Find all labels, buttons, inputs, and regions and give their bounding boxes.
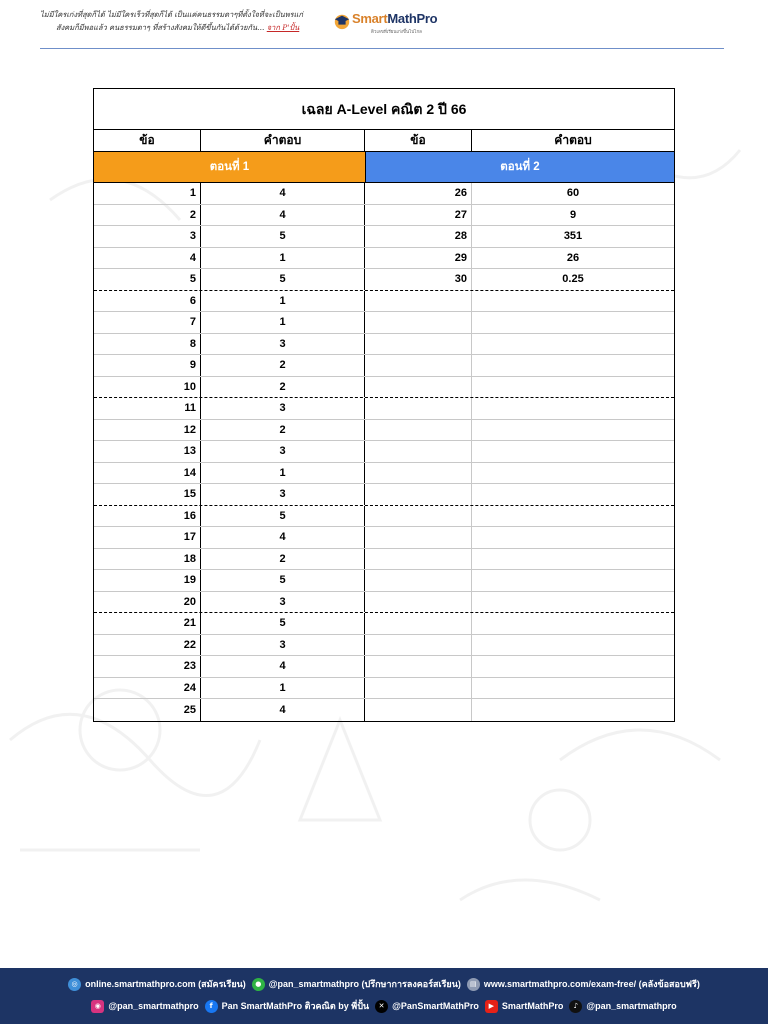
logo-tagline: ติวเลขที่เรียนเก่งขึ้นไปไกล	[371, 30, 422, 35]
footer-exam-free[interactable]: ▤ www.smartmathpro.com/exam-free/ (คลังข้อสอบฟรี)	[467, 977, 700, 991]
table-row	[94, 420, 674, 442]
question-number-cell	[365, 656, 472, 677]
question-number-cell: 28	[365, 226, 472, 247]
table-row	[94, 549, 674, 571]
table-row	[94, 699, 674, 721]
quote-line-2: สังคมก็มีพอแล้ว คนธรรมดาๆ ที่สร้างสังคมให้ดีขึ้นกันได้ด้วยกัน... จาก P'ปั้น	[56, 23, 300, 32]
table-body	[94, 183, 674, 721]
table-row	[94, 355, 674, 377]
question-number-cell	[365, 398, 472, 419]
table-row	[94, 484, 674, 506]
quote-line-1: ไม่มีใครเก่งที่สุดก็ได้ ไม่มีใครเร็วที่สุดก็ได้ เป็นแค่คนธรรมดาๆที่ตั้งใจที่จะเป็นพรแก่	[40, 10, 304, 19]
question-number-cell: 18	[94, 549, 201, 570]
answer-cell: 0.25	[562, 273, 584, 286]
table-row	[94, 334, 674, 356]
question-number-cell: 24	[94, 678, 201, 699]
answer-cell	[472, 549, 674, 570]
question-number-cell	[365, 484, 472, 505]
col-header-no-2: ข้อ	[365, 130, 472, 151]
answer-cell: 5	[201, 570, 365, 591]
question-number-cell: 12	[94, 420, 201, 441]
graduation-cap-icon	[333, 12, 351, 30]
question-number-cell: 13	[94, 441, 201, 462]
question-number-cell	[365, 699, 472, 721]
part-1-header: ตอนที่ 1	[94, 152, 366, 182]
table-row	[94, 398, 674, 420]
question-number-cell	[365, 613, 472, 634]
tiktok-icon: ♪	[569, 1000, 582, 1013]
col-header-no: ข้อ	[94, 130, 201, 151]
table-row	[94, 248, 674, 270]
answer-cell: 3	[201, 334, 365, 355]
answer-cell	[472, 463, 674, 484]
table-row	[94, 377, 674, 399]
answer-cell	[472, 398, 674, 419]
question-number-cell	[365, 463, 472, 484]
answer-cell: 5	[201, 613, 365, 634]
answer-cell: 26	[566, 251, 580, 264]
contact-footer	[0, 968, 768, 1024]
question-number-cell	[365, 334, 472, 355]
question-number-cell: 3	[94, 226, 201, 247]
answer-cell: 3	[201, 635, 365, 656]
question-number-cell	[365, 291, 472, 312]
answer-cell	[472, 656, 674, 677]
col-header-answer-2: คำตอบ	[554, 133, 592, 147]
question-number-cell	[365, 312, 472, 333]
footer-row-2	[0, 999, 768, 1013]
footer-row-1	[0, 977, 768, 991]
question-number-cell: 17	[94, 527, 201, 548]
col-header-answer: คำตอบ	[201, 130, 365, 151]
answer-cell: 351	[563, 230, 583, 243]
answer-cell	[472, 484, 674, 505]
answer-cell: 3	[201, 592, 365, 613]
question-number-cell: 8	[94, 334, 201, 355]
table-row	[94, 463, 674, 485]
question-number-cell	[365, 570, 472, 591]
table-row	[94, 570, 674, 592]
answer-cell: 2	[201, 355, 365, 376]
question-number-cell	[365, 527, 472, 548]
question-number-cell: 14	[94, 463, 201, 484]
question-number-cell: 22	[94, 635, 201, 656]
answer-cell	[472, 355, 674, 376]
answer-cell: 1	[201, 678, 365, 699]
footer-web-register[interactable]: ◎ online.smartmathpro.com (สมัครเรียน)	[68, 977, 246, 991]
x-twitter-icon: ✕	[375, 1000, 388, 1013]
question-number-cell	[365, 506, 472, 527]
header-quote	[40, 8, 330, 34]
answer-cell: 3	[201, 398, 365, 419]
question-number-cell: 1	[94, 183, 201, 204]
answer-key-table	[93, 88, 675, 722]
question-number-cell: 5	[94, 269, 201, 290]
answer-cell	[472, 635, 674, 656]
answer-cell	[472, 527, 674, 548]
answer-cell: 1	[201, 248, 365, 269]
line-chat-icon: ●	[252, 978, 265, 991]
answer-cell	[472, 312, 674, 333]
question-number-cell: 25	[94, 699, 201, 721]
question-number-cell: 15	[94, 484, 201, 505]
question-number-cell: 6	[94, 291, 201, 312]
instagram-icon: ◉	[91, 1000, 104, 1013]
question-number-cell: 29	[365, 248, 472, 269]
answer-cell: 5	[201, 226, 365, 247]
question-number-cell: 9	[94, 355, 201, 376]
table-row	[94, 635, 674, 657]
question-number-cell: 27	[365, 205, 472, 226]
table-row	[94, 291, 674, 313]
question-number-cell	[365, 635, 472, 656]
quote-signature: จาก P'ปั้น	[266, 23, 300, 32]
question-number-cell	[365, 377, 472, 398]
table-row	[94, 205, 674, 227]
answer-cell	[472, 613, 674, 634]
footer-tiktok[interactable]: ♪ @pan_smartmathpro	[569, 1000, 676, 1013]
table-row	[94, 656, 674, 678]
table-row	[94, 441, 674, 463]
question-number-cell: 20	[94, 592, 201, 613]
answer-cell	[472, 506, 674, 527]
question-number-cell: 21	[94, 613, 201, 634]
part-2-header: ตอนที่ 2	[366, 152, 674, 182]
answer-cell	[472, 334, 674, 355]
table-title: เฉลย A-Level คณิต 2 ปี 66	[94, 89, 674, 130]
answer-cell	[472, 377, 674, 398]
footer-facebook[interactable]: f Pan SmartMathPro ติวคณิต by พี่ปั้น	[205, 999, 369, 1013]
footer-line[interactable]: ● @pan_smartmathpro (ปรึกษาการลงคอร์สเรียน)	[252, 977, 461, 991]
answer-cell: 4	[201, 183, 365, 204]
question-number-cell: 23	[94, 656, 201, 677]
question-number-cell	[365, 441, 472, 462]
question-number-cell: 11	[94, 398, 201, 419]
table-row	[94, 226, 674, 248]
answer-cell	[472, 678, 674, 699]
table-row	[94, 312, 674, 334]
footer-x[interactable]: ✕ @PanSmartMathPro	[375, 1000, 479, 1013]
column-header-row	[94, 130, 674, 152]
answer-cell	[472, 570, 674, 591]
answer-cell: 1	[201, 463, 365, 484]
answer-cell: 60	[566, 187, 580, 200]
question-number-cell: 26	[365, 183, 472, 204]
clipboard-icon: ▤	[467, 978, 480, 991]
logo-wordmark: SmartMathPro	[352, 11, 438, 26]
table-row	[94, 506, 674, 528]
table-row	[94, 678, 674, 700]
answer-cell: 3	[201, 441, 365, 462]
answer-cell: 4	[201, 656, 365, 677]
answer-cell: 4	[201, 527, 365, 548]
answer-cell: 3	[201, 484, 365, 505]
question-number-cell	[365, 592, 472, 613]
table-row	[94, 613, 674, 635]
question-number-cell	[365, 420, 472, 441]
table-row	[94, 183, 674, 205]
answer-cell: 1	[201, 312, 365, 333]
answer-cell	[472, 420, 674, 441]
question-number-cell: 30	[365, 269, 472, 290]
question-number-cell	[365, 549, 472, 570]
facebook-icon: f	[205, 1000, 218, 1013]
question-number-cell: 7	[94, 312, 201, 333]
answer-cell: 2	[201, 549, 365, 570]
answer-cell: 9	[569, 208, 577, 221]
question-number-cell: 4	[94, 248, 201, 269]
answer-cell: 4	[201, 205, 365, 226]
answer-cell: 1	[201, 291, 365, 312]
answer-cell: 5	[201, 269, 365, 290]
answer-cell	[472, 291, 674, 312]
answer-cell: 5	[201, 506, 365, 527]
header-divider	[40, 48, 724, 49]
question-number-cell: 10	[94, 377, 201, 398]
question-number-cell	[365, 678, 472, 699]
answer-cell	[472, 699, 674, 721]
question-number-cell: 2	[94, 205, 201, 226]
footer-instagram[interactable]: ◉ @pan_smartmathpro	[91, 1000, 198, 1013]
page-header	[0, 0, 768, 50]
answer-cell: 2	[201, 420, 365, 441]
table-row	[94, 592, 674, 614]
question-number-cell: 19	[94, 570, 201, 591]
question-number-cell: 16	[94, 506, 201, 527]
answer-cell: 2	[201, 377, 365, 398]
answer-cell	[472, 592, 674, 613]
answer-cell: 4	[201, 699, 365, 721]
section-header-row	[94, 152, 674, 183]
globe-icon: ◎	[68, 978, 81, 991]
smartmathpro-logo	[333, 10, 443, 40]
answer-cell	[472, 441, 674, 462]
footer-youtube[interactable]: ▶ SmartMathPro	[485, 1000, 564, 1013]
table-row	[94, 269, 674, 291]
question-number-cell	[365, 355, 472, 376]
table-row	[94, 527, 674, 549]
youtube-icon: ▶	[485, 1000, 498, 1013]
